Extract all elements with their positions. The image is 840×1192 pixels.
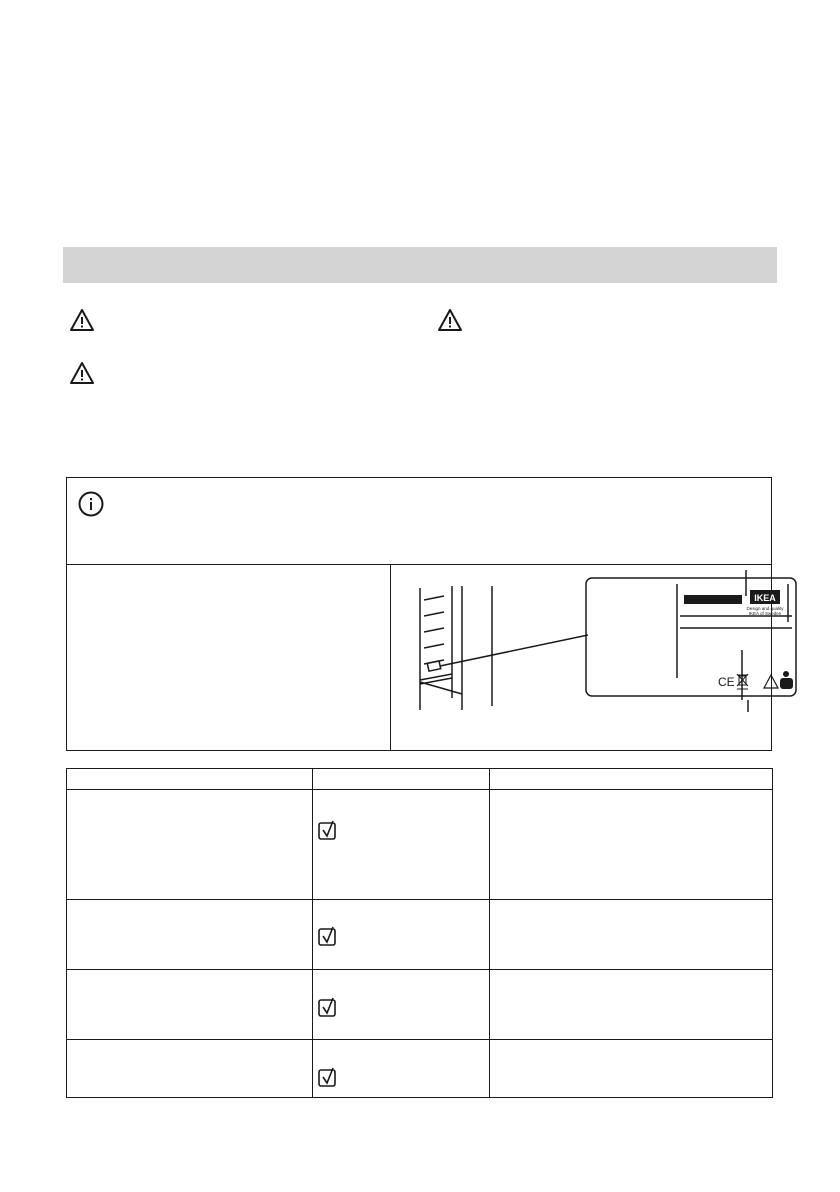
rating-plate-info-box xyxy=(66,477,784,751)
table-header xyxy=(67,769,772,790)
section-header-band xyxy=(63,247,777,283)
checkbox-checked-icon xyxy=(317,996,339,1018)
ikea-tagline-1: Design and quality xyxy=(746,606,784,611)
warning-triangle-icon xyxy=(69,308,95,332)
column-divider xyxy=(312,769,313,1097)
row-divider xyxy=(67,1039,772,1040)
rating-plate-location-diagram xyxy=(400,570,784,740)
warning-flame-icon xyxy=(764,671,793,689)
info-circle-icon xyxy=(77,490,105,518)
column-divider xyxy=(489,769,490,1097)
row-divider xyxy=(67,899,772,900)
checkbox-checked-icon xyxy=(317,1066,339,1088)
warning-triangle-icon xyxy=(69,361,95,385)
ikea-logo: IKEA xyxy=(754,593,776,603)
row-divider xyxy=(67,969,772,970)
warning-triangle-icon xyxy=(437,308,463,332)
info-box-column-divider xyxy=(390,564,391,750)
info-box-divider xyxy=(67,564,771,565)
ce-mark: CE xyxy=(718,675,735,689)
checkbox-checked-icon xyxy=(317,925,339,947)
ikea-tagline-2: IKEA of Sweden xyxy=(748,611,782,616)
spec-table xyxy=(66,768,773,1098)
checkbox-checked-icon xyxy=(317,819,339,841)
